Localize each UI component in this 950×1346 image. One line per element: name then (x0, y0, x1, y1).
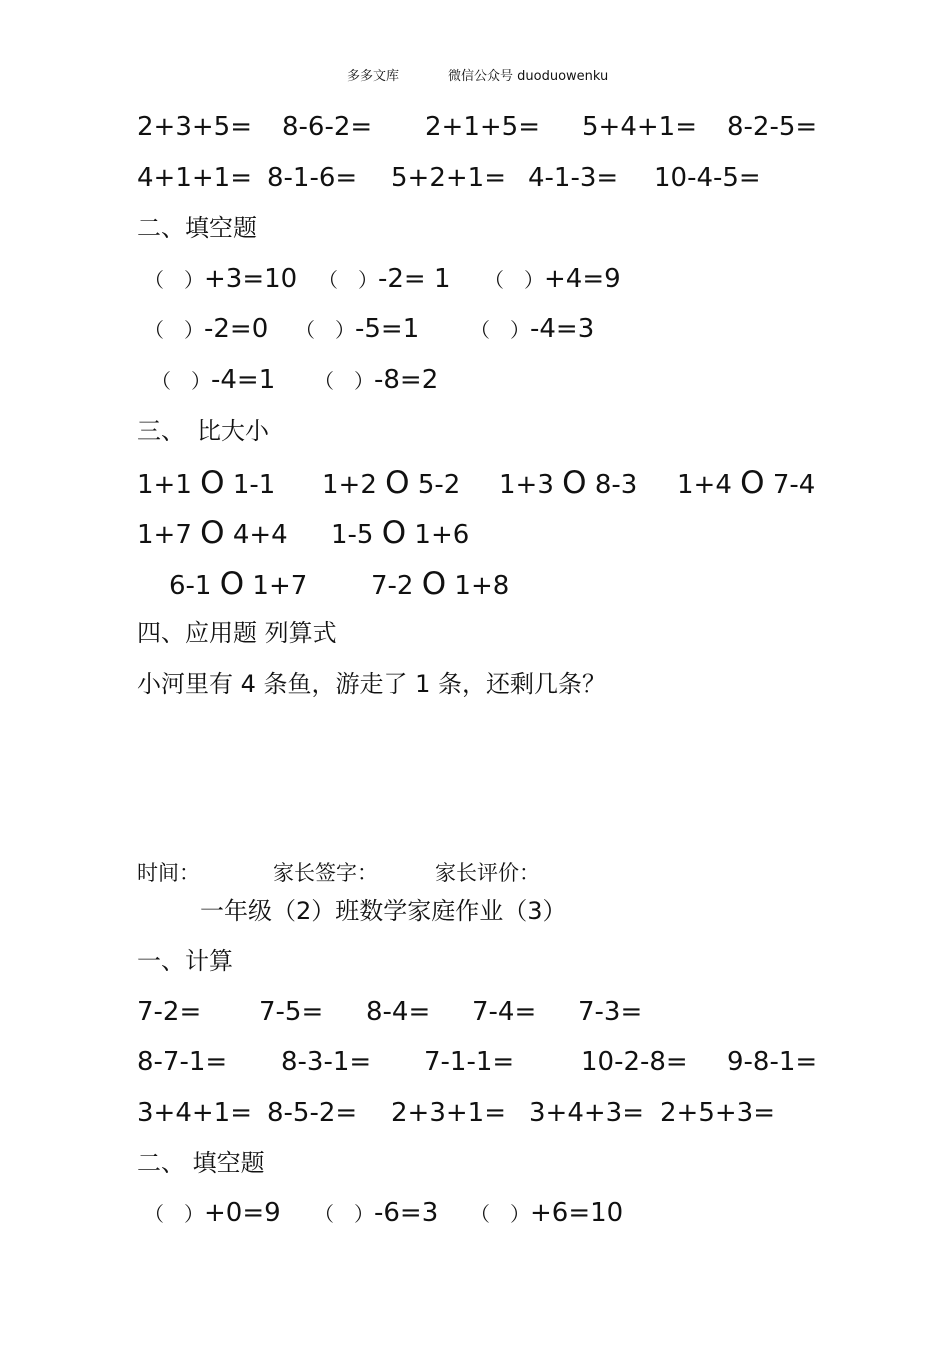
section-title: 一、计算 (137, 947, 233, 975)
calc-item: 8-4= (366, 997, 431, 1027)
calc-item: 2+3+5= (137, 112, 252, 142)
blank-paren: （ ） (470, 1202, 530, 1226)
compare-right: 1+6 (414, 520, 470, 550)
time-label: 时间： (137, 861, 200, 885)
compare-item (322, 467, 460, 501)
section-title: 四、应用题 列算式 (137, 619, 337, 647)
compare-left: 1+2 (322, 470, 377, 500)
calc-item: 8-2-5= (727, 112, 818, 142)
fill-item (295, 313, 419, 346)
calc-item: 9-8-1= (727, 1047, 818, 1077)
calc-item: 2+5+3= (660, 1098, 775, 1128)
header-right: 微信公众号 duoduowenku (448, 69, 609, 84)
parent-sign-label: 家长签字： (273, 861, 378, 885)
calc-item: 8-5-2= (267, 1098, 358, 1128)
calc-item: 4-1-3= (528, 163, 619, 193)
blank-paren: （ ） (470, 318, 530, 342)
calc-item: 7-1-1= (424, 1047, 515, 1077)
compare-item (499, 467, 637, 501)
compare-left: 1+1 (137, 470, 192, 500)
blank-paren: （ ） (144, 318, 204, 342)
fill-expression: -4=1 (211, 365, 276, 395)
fill-item (314, 364, 438, 397)
calc-item: 3+4+3= (529, 1098, 644, 1128)
blank-paren: （ ） (144, 268, 204, 292)
fill-item (318, 263, 451, 296)
blank-paren: （ ） (295, 318, 355, 342)
calc-item: 8-6-2= (282, 112, 373, 142)
calc-item: 7-2= (137, 997, 202, 1027)
compare-item (331, 517, 469, 551)
fill-expression: -2=0 (204, 314, 269, 344)
compare-item (371, 568, 509, 602)
fill-expression: +6=10 (530, 1198, 624, 1228)
calc-item: 8-3-1= (281, 1047, 372, 1077)
fill-item (314, 1197, 438, 1230)
calc-item: 10-4-5= (654, 163, 761, 193)
compare-circle: O (421, 566, 447, 602)
header-left: 多多文库 (347, 69, 400, 84)
fill-expression: -2= 1 (378, 264, 451, 294)
section-title: 二、 填空题 (137, 1149, 265, 1177)
blank-paren: （ ） (144, 1202, 204, 1226)
fill-expression: -8=2 (374, 365, 439, 395)
fill-item (484, 263, 621, 296)
fill-item (151, 364, 275, 397)
blank-paren: （ ） (484, 268, 544, 292)
blank-paren: （ ） (314, 369, 374, 393)
compare-item (137, 517, 288, 551)
compare-circle: O (740, 465, 765, 501)
calc-item: 7-4= (472, 997, 537, 1027)
compare-left: 1-5 (331, 520, 374, 550)
compare-circle: O (200, 465, 225, 501)
fill-expression: +3=10 (204, 264, 298, 294)
compare-right: 1+7 (252, 571, 308, 601)
word-problem: 小河里有 4 条鱼，游走了 1 条，还剩几条？ (137, 670, 607, 698)
fill-item (470, 1197, 623, 1230)
compare-item (169, 568, 307, 602)
calc-item: 2+1+5= (425, 112, 540, 142)
calc-item: 2+3+1= (391, 1098, 506, 1128)
fill-expression: +0=9 (204, 1198, 281, 1228)
calc-item: 5+4+1= (582, 112, 697, 142)
compare-right: 7-4 (772, 470, 816, 500)
calc-item: 7-3= (578, 997, 643, 1027)
calc-item: 3+4+1= (137, 1098, 252, 1128)
compare-right: 8-3 (594, 470, 638, 500)
compare-right: 5-2 (417, 470, 461, 500)
compare-item (677, 467, 815, 501)
parent-eval-label: 家长评价： (435, 861, 540, 885)
blank-paren: （ ） (151, 369, 211, 393)
compare-circle: O (385, 465, 410, 501)
fill-item (470, 313, 594, 346)
blank-paren: （ ） (318, 268, 378, 292)
compare-left: 1+4 (677, 470, 732, 500)
fill-item (144, 313, 268, 346)
compare-right: 1-1 (232, 470, 276, 500)
compare-right: 1+8 (454, 571, 510, 601)
calc-item: 7-5= (259, 997, 324, 1027)
compare-circle: O (562, 465, 587, 501)
calc-item: 8-1-6= (267, 163, 358, 193)
fill-expression: -4=3 (530, 314, 595, 344)
compare-item (137, 467, 275, 501)
fill-expression: -5=1 (355, 314, 420, 344)
page-title: 一年级（2）班数学家庭作业（3） (200, 897, 567, 925)
calc-item: 8-7-1= (137, 1047, 228, 1077)
compare-left: 1+3 (499, 470, 554, 500)
compare-left: 6-1 (169, 571, 212, 601)
section-title: 二、填空题 (137, 214, 257, 242)
fill-expression: +4=9 (544, 264, 621, 294)
calc-item: 4+1+1= (137, 163, 252, 193)
blank-paren: （ ） (314, 1202, 374, 1226)
compare-circle: O (219, 566, 245, 602)
fill-item (144, 1197, 281, 1230)
compare-left: 1+7 (137, 520, 192, 550)
compare-left: 7-2 (371, 571, 414, 601)
compare-circle: O (200, 515, 225, 551)
fill-expression: -6=3 (374, 1198, 439, 1228)
compare-right: 4+4 (232, 520, 288, 550)
calc-item: 5+2+1= (391, 163, 506, 193)
fill-item (144, 263, 297, 296)
section-title: 三、 比大小 (137, 417, 269, 445)
calc-item: 10-2-8= (581, 1047, 688, 1077)
compare-circle: O (381, 515, 407, 551)
